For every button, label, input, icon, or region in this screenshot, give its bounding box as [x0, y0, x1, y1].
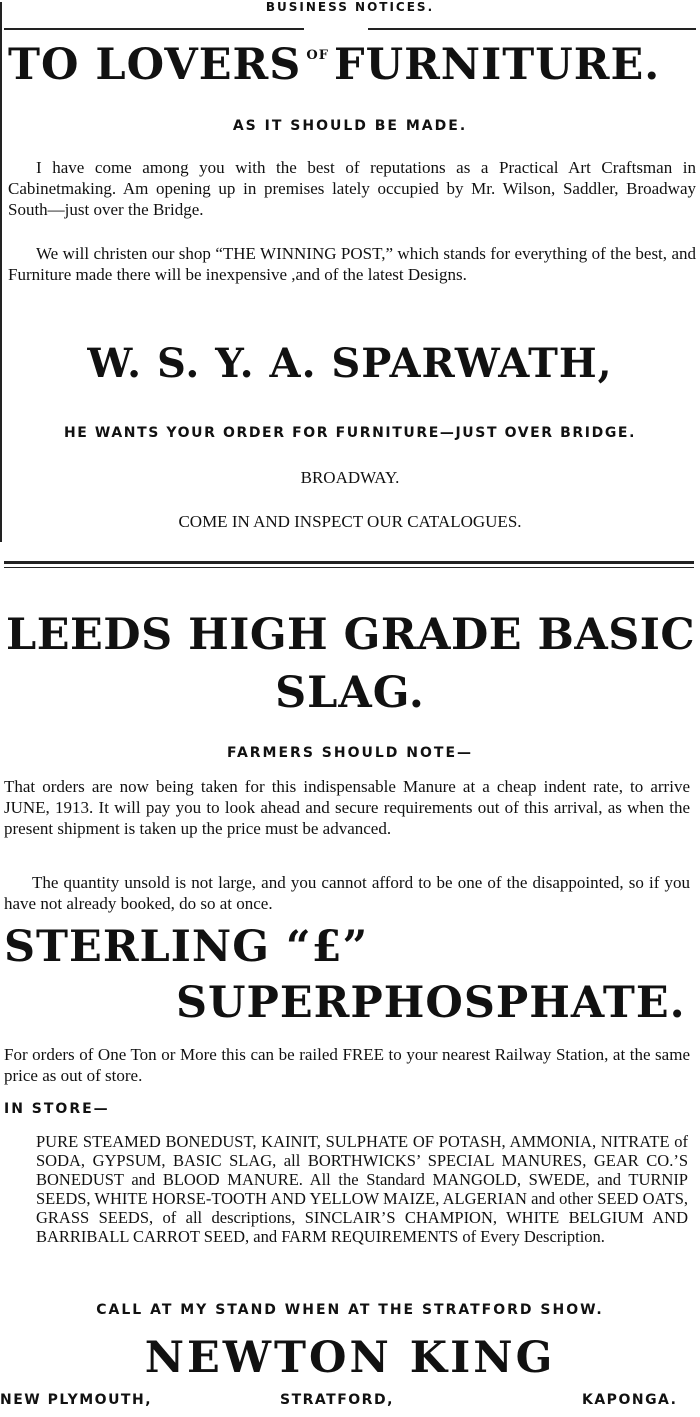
furniture-paragraph-2: We will christen our shop “THE WINNING POST,” which stands for everything of the best, and Furniture made there will be inexpensive ,and of the latest Designs. [8, 244, 696, 284]
furniture-invite: COME IN AND INSPECT OUR CATALOGUES. [178, 512, 522, 531]
location-stratford: STRATFORD, [280, 1392, 394, 1408]
left-column-rule [0, 2, 2, 542]
furniture-paragraph-1: I have come among you with the best of reputations as a Practical Art Craftsman in Cabinetmaking. Am opening up in premises lately occupied by Mr. Wilson, Saddler, Broadway South—just over the Bridge. [8, 158, 696, 219]
superphosphate-title-line1: STERLING “£” [4, 922, 369, 972]
slag-title-line2: SLAG. [275, 668, 425, 718]
header-rule-right [368, 28, 696, 30]
furniture-ad-title [8, 40, 696, 90]
merchant-name: NEWTON KING [144, 1333, 556, 1383]
ad-divider-thick [4, 561, 694, 564]
slag-title-line1: LEEDS HIGH GRADE BASIC [6, 610, 696, 660]
slag-paragraph-2: The quantity unsold is not large, and you cannot afford to be one of the disappointed, so if you have not already booked, do so at once. [4, 873, 690, 913]
stratford-show-line: CALL AT MY STAND WHEN AT THE STRATFORD SHOW. [96, 1302, 604, 1318]
farmers-subhead: FARMERS SHOULD NOTE— [226, 745, 474, 761]
location-new-plymouth: NEW PLYMOUTH, [0, 1392, 153, 1408]
furniture-title-part2: FURNITURE. [334, 40, 661, 90]
superphosphate-title-line2: SUPERPHOSPHATE. [176, 978, 686, 1028]
in-store-list: PURE STEAMED BONEDUST, KAINIT, SULPHATE OF POTASH, AMMONIA, NITRATE of SODA, GYPSUM, BASIC SLAG, all BORTHWICKS’ SPECIAL MANURES, GEAR CO.’S BONEDUST and BLOOD MANURE. All the Standard MANGOLD, SWEDE, and TURNIP SEEDS, WHITE HORSE-TOOTH AND YELLOW MAIZE, ALGERIAN and other SEED OATS, GRASS SEEDS, of all descriptions, SINCLAIR’S CHAMPION, WHITE BELGIUM AND BARRIBALL CARROT SEED, and FARM REQUIREMENTS of Every Description. [36, 1132, 688, 1246]
slag-paragraph-1: That orders are now being taken for this indispensable Manure at a cheap indent rate, to arrive JUNE, 1913. It will pay you to look ahead and secure requirements out of this arrival, as when the present shipment is taken up the price must be advanced. [4, 777, 690, 838]
craftsman-name: W. S. Y. A. SPARWATH, [87, 340, 613, 387]
section-header [0, 0, 700, 14]
furniture-title-part1: TO LOVERS [8, 40, 302, 90]
location-kaponga: KAPONGA. [582, 1392, 678, 1408]
ad-divider-thin [4, 567, 694, 568]
furniture-subtitle: AS IT SHOULD BE MADE. [232, 118, 468, 134]
section-header-label: BUSINESS NOTICES. [265, 0, 435, 14]
furniture-title-of: OF [306, 48, 329, 63]
in-store-heading: IN STORE— [4, 1101, 110, 1117]
superphosphate-paragraph: For orders of One Ton or More this can be railed FREE to your nearest Railway Station, at the same price as out of store. [4, 1045, 690, 1085]
furniture-order-line: HE WANTS YOUR ORDER FOR FURNITURE—JUST OVER BRIDGE. [63, 425, 637, 441]
furniture-street: BROADWAY. [300, 468, 400, 487]
header-rule-left [4, 28, 304, 30]
